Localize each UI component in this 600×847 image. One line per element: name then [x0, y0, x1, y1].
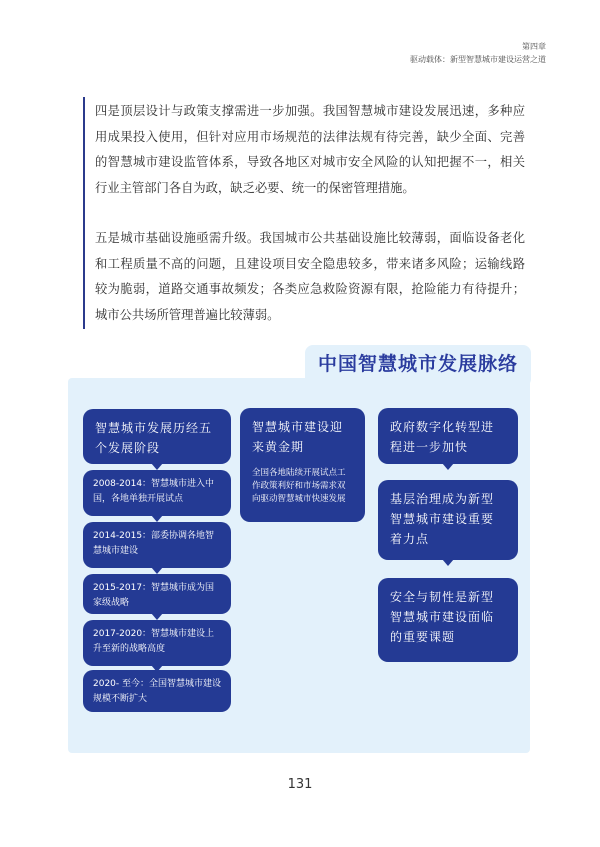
body-text [95, 99, 525, 353]
golden-period-detail: 全国各地陆续开展试点工作政策利好和市场需求双向驱动智慧城市快速发展 [252, 468, 346, 504]
stage-text-5: 2020- 至今：全国智慧城市建设规模不断扩大 [93, 679, 222, 704]
stage-card-2 [83, 522, 231, 568]
golden-period-card [240, 408, 365, 522]
trend-card-3 [378, 578, 518, 662]
chapter-label: 第四章 [522, 42, 546, 51]
stage-text-2: 2014-2015：部委协调各地智慧城市建设 [93, 531, 215, 556]
stage-card-3 [83, 574, 231, 614]
trend-text-1: 政府数字化转型进程进一步加快 [390, 420, 495, 454]
trend-text-3: 安全与韧性是新型智慧城市建设面临的重要课题 [390, 590, 495, 644]
golden-period-head: 智慧城市建设迎来黄金期 [252, 420, 344, 454]
stages-head-card [83, 409, 231, 464]
stage-card-1 [83, 470, 231, 516]
stage-card-5 [83, 670, 231, 712]
trend-card-1 [378, 408, 518, 464]
infographic-title: 中国智慧城市发展脉络 [317, 353, 518, 375]
stage-text-3: 2015-2017：智慧城市成为国家级战略 [93, 583, 215, 608]
trend-card-2 [378, 480, 518, 560]
stages-head-text: 智慧城市发展历经五个发展阶段 [95, 421, 213, 455]
stage-card-4 [83, 620, 231, 666]
running-header [410, 40, 546, 66]
paragraph-1: 四是顶层设计与政策支撑需进一步加强。我国智慧城市建设发展迅速，多种应用成果投入使用，但针对应用市场规范的法律法规有待完善，缺少全面、完善的智慧城市建设监管体系，导致各地区对城市安全风险的认知把握不一，相关行业主管部门各自为政，缺乏必要、统一的保密管理措施。 [95, 104, 525, 195]
page-number: 131 [287, 777, 313, 792]
stage-text-4: 2017-2020：智慧城市建设上升至新的战略高度 [93, 629, 215, 654]
quote-bar [83, 97, 85, 329]
stage-text-1: 2008-2014：智慧城市进入中国，各地单独开展试点 [93, 479, 215, 504]
trend-text-2: 基层治理成为新型智慧城市建设重要着力点 [390, 492, 495, 546]
chapter-subtitle: 驱动载体：新型智慧城市建设运营之道 [410, 55, 546, 64]
paragraph-2: 五是城市基础设施亟需升级。我国城市公共基础设施比较薄弱，面临设备老化和工程质量不高的问题，且建设项目安全隐患较多，带来诸多风险；运输线路较为脆弱，道路交通事故频发；各类应急救险资源有限，抢险能力有待提升；城市公共场所管理普遍比较薄弱。 [95, 231, 525, 322]
